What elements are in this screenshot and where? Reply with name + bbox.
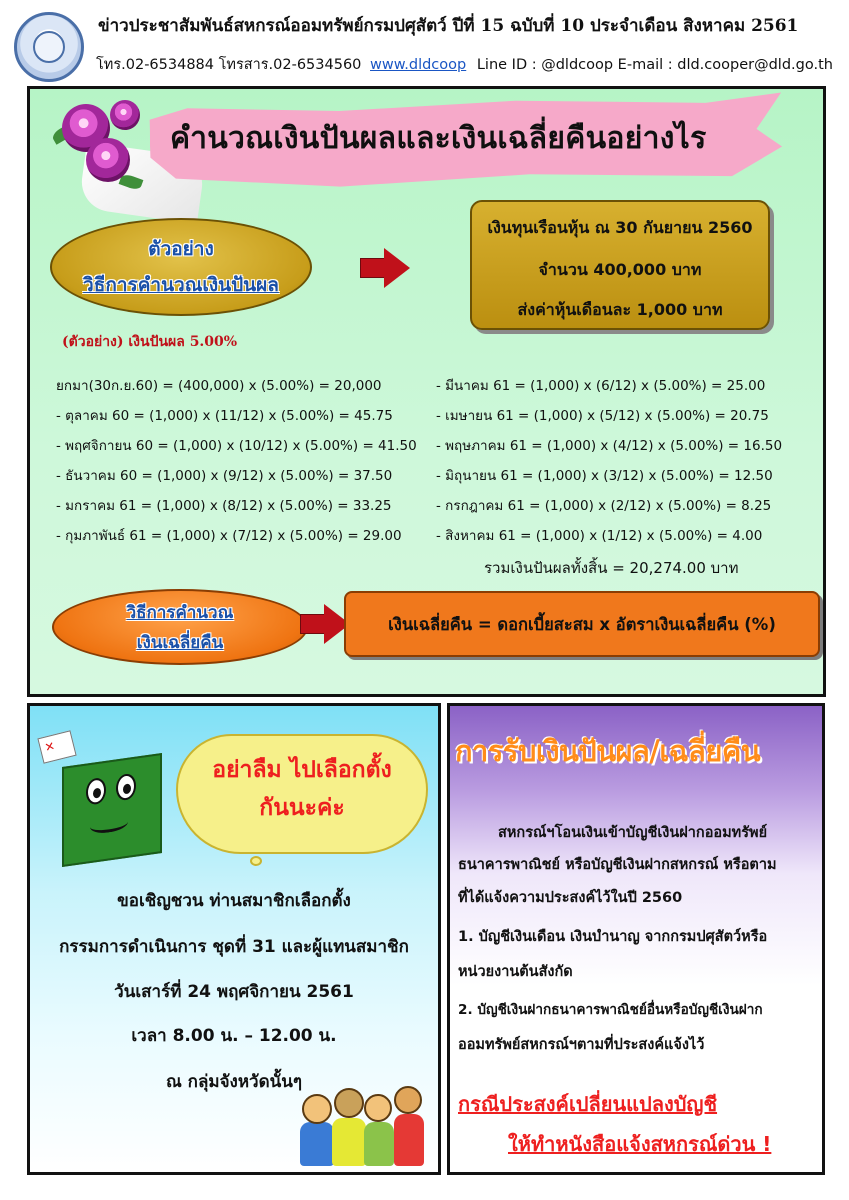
refund-method-label: วิธีการคำนวณ (126, 603, 234, 623)
receive-text-line: ที่ได้แจ้งความประสงค์ไว้ในปี 2560 (458, 890, 683, 906)
receive-text-line: หน่วยงานต้นสังกัด (458, 964, 573, 980)
calc-row-left: - ธันวาคม 60 = (1,000) x (9/12) x (5.00%) = 37.50 (56, 468, 393, 484)
receive-text-line: สหกรณ์ฯโอนเงินเข้าบัญชีเงินฝากออมทรัพย์ (498, 825, 768, 841)
ballot-card-icon: ✕ (37, 730, 76, 763)
election-time: เวลา 8.00 น. – 12.00 น. (131, 1026, 337, 1046)
calc-row-right: - เมษายน 61 = (1,000) x (5/12) x (5.00%) = 20.75 (436, 408, 769, 424)
capital-box (470, 200, 770, 330)
reminder-line-1: อย่าลืม ไปเลือกตั้ง (212, 757, 392, 783)
dividend-title: คำนวณเงินปันผลและเงินเฉลี่ยคืนอย่างไร (170, 121, 707, 156)
refund-oval (52, 589, 308, 665)
capital-date: เงินทุนเรือนหุ้น ณ 30 กันยายน 2560 (487, 218, 753, 237)
capital-amount: จำนวน 400,000 บาท (538, 260, 702, 279)
refund-formula-box (344, 591, 820, 657)
calc-row-right: - มิถุนายน 61 = (1,000) x (3/12) x (5.00%) = 12.50 (436, 468, 773, 484)
calc-row-left: - กุมภาพันธ์ 61 = (1,000) x (7/12) x (5.00%) = 29.00 (56, 528, 402, 544)
receive-title: การรับเงินปันผล/เฉลี่ยคืน (455, 734, 761, 768)
refund-label: เงินเฉลี่ยคืน (136, 633, 224, 653)
receive-text-line: ธนาคารพาณิชย์ หรือบัญชีเงินฝากสหกรณ์ หรือตาม (458, 857, 777, 873)
receive-text-line: 2. บัญชีเงินฝากธนาคารพาณิชย์อื่นหรือบัญชีเงินฝาก (458, 1002, 763, 1018)
website-link[interactable]: www.dldcoop (370, 57, 467, 73)
calc-row-left: - มกราคม 61 = (1,000) x (8/12) x (5.00%) = 33.25 (56, 498, 392, 514)
line-email: Line ID : @dldcoop E-mail : dld.cooper@dld.go.th (476, 57, 833, 73)
warning-line-1: กรณีประสงค์เปลี่ยนแปลงบัญชี (458, 1092, 718, 1116)
calc-row-right: - สิงหาคม 61 = (1,000) x (1/12) x (5.00%) = 4.00 (436, 528, 763, 544)
calc-row-left: - ตุลาคม 60 = (1,000) x (11/12) x (5.00%) = 45.75 (56, 408, 393, 424)
rose-decoration (86, 138, 130, 182)
phone-fax: โทร.02-6534884 โทรสาร.02-6534560 (96, 57, 362, 73)
committee-line: กรรมการดำเนินการ ชุดที่ 31 และผู้แทนสมาชิก (59, 937, 409, 957)
election-place: ณ กลุ่มจังหวัดนั้นๆ (165, 1072, 303, 1092)
contact-line (96, 53, 833, 76)
calc-row-right: - มีนาคม 61 = (1,000) x (6/12) x (5.00%) = 25.00 (436, 378, 766, 394)
kids-illustration (296, 1078, 428, 1168)
receive-text-line: 1. บัญชีเงินเดือน เงินบำนาญ จากกรมปศุสัตว์หรือ (458, 929, 768, 945)
reminder-line-2: กันนะค่ะ (259, 795, 345, 821)
rose-decoration (110, 100, 140, 130)
example-oval (50, 218, 312, 316)
dividend-rate-note: (ตัวอย่าง) เงินปันผล 5.00% (62, 334, 238, 350)
coop-logo (14, 12, 84, 82)
calc-row-left: - พฤศจิกายน 60 = (1,000) x (10/12) x (5.00%) = 41.50 (56, 438, 417, 454)
calc-row-left: ยกมา(30ก.ย.60) = (400,000) x (5.00%) = 20,000 (56, 378, 382, 394)
calc-row-right: - พฤษภาคม 61 = (1,000) x (4/12) x (5.00%) = 16.50 (436, 438, 783, 454)
monthly-share: ส่งค่าหุ้นเดือนละ 1,000 บาท (517, 300, 723, 319)
election-date: วันเสาร์ที่ 24 พฤศจิกายน 2561 (114, 982, 354, 1002)
dividend-total: รวมเงินปันผลทั้งสิ้น = 20,274.00 บาท (484, 559, 739, 577)
cloud-bump (250, 856, 262, 866)
newsletter-title: ข่าวประชาสัมพันธ์สหกรณ์ออมทรัพย์กรมปศุสัตว์ ปีที่ 15 ฉบับที่ 10 ประจำเดือน สิงหาคม 2561 (98, 16, 799, 36)
example-method-label: วิธีการคำนวณเงินปันผล (83, 274, 279, 296)
warning-line-2: ให้ทำหนังสือแจ้งสหกรณ์ด่วน ! (508, 1132, 772, 1156)
example-label: ตัวอย่าง (148, 238, 214, 260)
calc-row-right: - กรกฎาคม 61 = (1,000) x (2/12) x (5.00%) = 8.25 (436, 498, 772, 514)
refund-formula: เงินเฉลี่ยคืน = ดอกเบี้ยสะสม x อัตราเงินเฉลี่ยคืน (%) (388, 615, 776, 634)
invite-line: ขอเชิญชวน ท่านสมาชิกเลือกตั้ง (117, 891, 351, 911)
ballot-box-mascot-icon (62, 753, 162, 867)
receive-text-line: ออมทรัพย์สหกรณ์ฯตามที่ประสงค์แจ้งไว้ (458, 1037, 705, 1053)
